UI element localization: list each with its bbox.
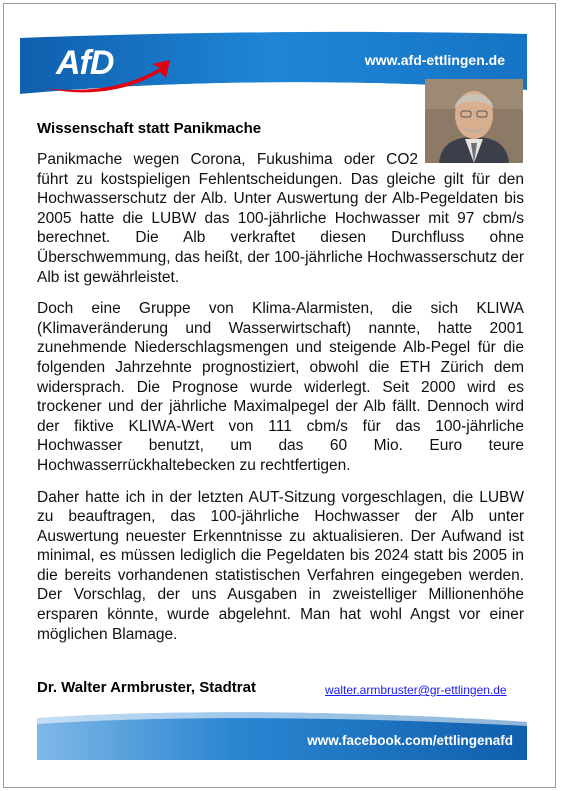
article-headline: Wissenschaft statt Panikmache	[37, 120, 262, 137]
footer-banner	[37, 710, 527, 760]
afd-logo: AfD	[56, 44, 114, 82]
paragraph-3: Daher hatte ich in der letzten AUT-Sitzung vorgeschlagen, die LUBW zu beauftragen, das 100-jährliche Hochwasser der Alb unter Auswertung neuester Erkenntnisse zu aktualisieren. Der Aufwand ist minimal, es müssen lediglich die Pegeldaten bis 2024 statt bis 2005 in die bereits vorhandenen statistischen Verfahren eingegeben werden. Der Vorschlag, der uns Ausgaben in zweistelliger Millionenhöhe ersparen könnte, wurde abgelehnt. Man hat wohl Angst vor einer möglichen Blamage.	[37, 488, 524, 643]
author-email-link[interactable]: walter.armbruster@gr-ettlingen.de	[325, 683, 507, 697]
article-body	[37, 150, 524, 656]
paragraph-2: Doch eine Gruppe von Klima-Alarmisten, die sich KLIWA (Klimaveränderung und Wasserwirtschaft) nannte, hatte 2001 zunehmende Niederschlagsmengen und steigende Alb-Pegel für die folgenden Jahrzehnte prognostiziert, obwohl die ETH Zürich dem widersprach. Die Prognose wurde widerlegt. Seit 2000 wird es trockener und der jährliche Maximalpegel der Alb fällt. Dennoch wird der fiktive KLIWA-Wert von 111 cbm/s für das 100-jährliche Hochwasser benutzt, um das 60 Mio. Euro teure Hochwasserrückhaltebecken zu rechtfertigen.	[37, 300, 524, 474]
paragraph-1: Panikmache wegen Corona, Fukushima oder CO2 führt zu kostspieligen Fehlentscheidungen. Das gleiche gilt für den Hochwasserschutz der Alb. Unter Auswertung der Alb-Pegeldaten bis 2005 hatte die LUBW das 100-jährliche Hochwasser mit 97 cbm/s berechnet. Die Alb verkraftet diesen Durchfluss ohne Überschwemmung, das heißt, der 100-jährliche Hochwasserschutz der Alb ist gewährleistet.	[37, 151, 524, 286]
footer-url[interactable]: www.facebook.com/ettlingenafd	[307, 733, 513, 748]
author-signature: Dr. Walter Armbruster, Stadtrat	[37, 679, 256, 696]
header-url[interactable]: www.afd-ettlingen.de	[364, 52, 505, 68]
